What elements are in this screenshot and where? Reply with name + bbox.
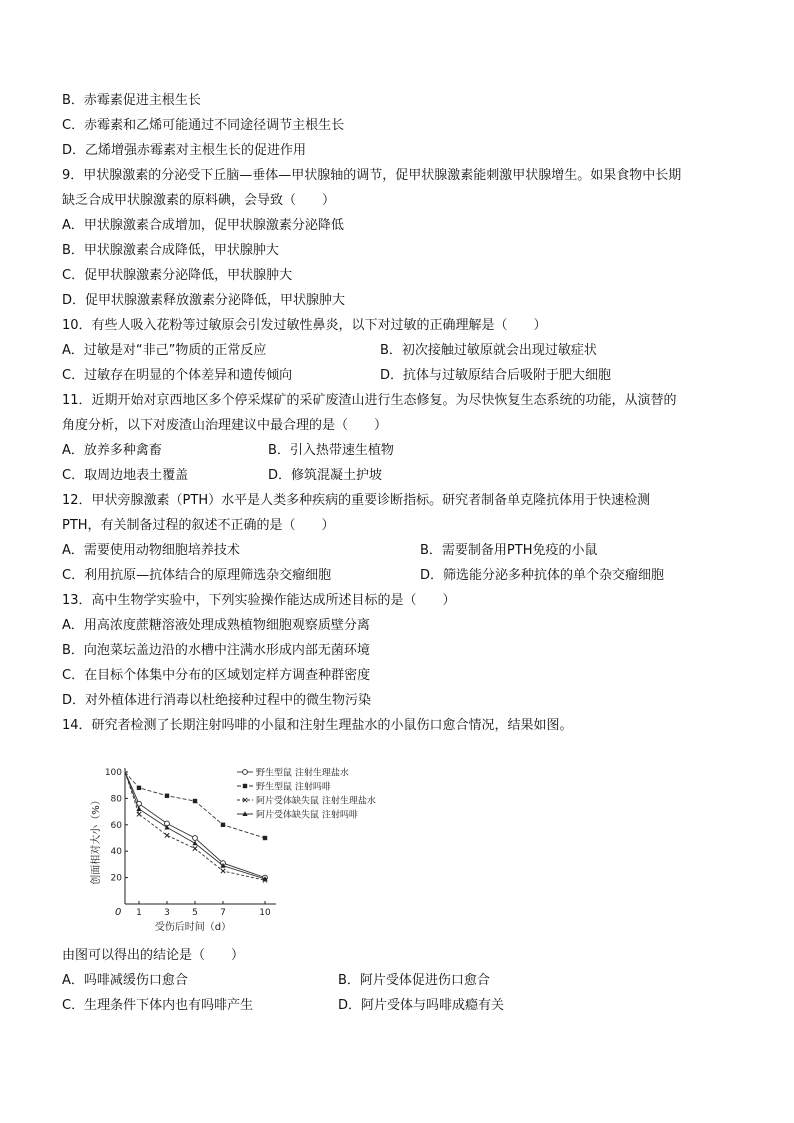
data-point bbox=[192, 840, 197, 845]
q14-stem: 14．研究者检测了长期注射吗啡的小鼠和注射生理盐水的小鼠伤口愈合情况，结果如图。 bbox=[62, 718, 573, 733]
q14-option-a: A．吗啡减缓伤口愈合 bbox=[62, 973, 188, 988]
q8-option-d: D．乙烯增强赤霉素对主根生长的促进作用 bbox=[62, 143, 307, 158]
q12-option-c: C．利用抗原—抗体结合的原理筛选杂交瘤细胞 bbox=[62, 568, 332, 583]
y-tick-label: 80 bbox=[110, 794, 122, 805]
q11-stem-line1: 11．近期开始对京西地区多个停采煤矿的采矿废渣山进行生态修复。为尽快恢复生态系统的功能，从演替的 bbox=[62, 393, 677, 408]
q10-option-d: D．抗体与过敏原结合后吸附于肥大细胞 bbox=[380, 368, 612, 383]
q13-stem: 13．高中生物学实验中，下列实验操作能达成所述目标的是（ ） bbox=[62, 593, 456, 608]
q8-option-c: C．赤霉素和乙烯可能通过不同途径调节主根生长 bbox=[62, 118, 345, 133]
q13-option-c: C．在目标个体集中分布的区域划定样方调查种群密度 bbox=[62, 668, 371, 683]
q12-option-d: D．筛选能分泌多种抗体的单个杂交瘤细胞 bbox=[420, 568, 665, 583]
q9-stem-line2: 缺乏合成甲状腺激素的原料碘，会导致（ ） bbox=[62, 193, 336, 208]
q11-option-b: B．引入热带速生植物 bbox=[268, 443, 394, 458]
q14-prompt: 由图可以得出的结论是（ ） bbox=[62, 948, 245, 963]
legend-label: 野生型鼠 注射吗啡 bbox=[256, 782, 331, 793]
q11-option-a: A．放养多种禽畜 bbox=[62, 443, 162, 458]
q8-option-b: B．赤霉素促进主根生长 bbox=[62, 93, 201, 108]
q14-option-b: B．阿片受体促进伤口愈合 bbox=[338, 973, 490, 988]
legend-label: 阿片受体缺失鼠 注射吗啡 bbox=[256, 810, 358, 821]
y-tick-label: 100 bbox=[104, 768, 122, 778]
data-point bbox=[137, 812, 141, 816]
q9-stem-line1: 9．甲状腺激素的分泌受下丘脑—垂体—甲状腺轴的调节，促甲状腺激素能刺激甲状腺增生。如果食物中长期 bbox=[62, 168, 682, 183]
x-tick-label: 10 bbox=[259, 908, 271, 918]
chart-axes bbox=[125, 768, 276, 904]
chart-series bbox=[125, 772, 268, 882]
data-point bbox=[137, 786, 141, 790]
x-tick-label: 5 bbox=[192, 908, 198, 918]
q10-stem: 10．有些人吸入花粉等过敏原会引发过敏性鼻炎，以下对过敏的正确理解是（ ） bbox=[62, 318, 547, 333]
series-line bbox=[125, 772, 265, 838]
q10-option-b: B．初次接触过敏原就会出现过敏症状 bbox=[380, 343, 597, 358]
q13-option-b: B．向泡菜坛盖边沿的水槽中注满水形成内部无菌环境 bbox=[62, 643, 370, 658]
chart-legend bbox=[237, 767, 376, 821]
q13-option-a: A．用高浓度蔗糖溶液处理成熟植物细胞观察质壁分离 bbox=[62, 618, 370, 633]
y-tick-label: 60 bbox=[110, 820, 122, 831]
data-point bbox=[193, 846, 197, 850]
q11-option-d: D．修筑混凝土护坡 bbox=[268, 468, 383, 483]
x-axis-label: 受伤后时间（d） bbox=[154, 922, 232, 933]
x-tick-label: 7 bbox=[220, 908, 226, 918]
data-point bbox=[193, 799, 197, 803]
data-point bbox=[263, 836, 267, 840]
q9-option-c: C．促甲状腺激素分泌降低，甲状腺肿大 bbox=[62, 268, 293, 283]
x-tick-label: 1 bbox=[136, 908, 142, 918]
data-point bbox=[221, 823, 225, 827]
data-point bbox=[165, 794, 169, 798]
y-axis-label: 创面相对大小（%） bbox=[91, 795, 102, 885]
x-tick-label: 3 bbox=[164, 908, 170, 918]
data-point bbox=[243, 770, 248, 775]
q9-option-a: A．甲状腺激素合成增加，促甲状腺激素分泌降低 bbox=[62, 218, 344, 233]
y-tick-label: 40 bbox=[110, 847, 122, 858]
legend-label: 阿片受体缺失鼠 注射生理盐水 bbox=[256, 796, 376, 807]
q9-option-b: B．甲状腺激素合成降低，甲状腺肿大 bbox=[62, 243, 279, 258]
series-line bbox=[125, 772, 265, 880]
q12-option-b: B．需要制备用PTH免疫的小鼠 bbox=[420, 543, 598, 558]
data-point bbox=[193, 836, 198, 841]
q11-stem-line2: 角度分析，以下对废渣山治理建议中最合理的是（ ） bbox=[62, 418, 388, 433]
q11-option-c: C．取周边地表土覆盖 bbox=[62, 468, 189, 483]
data-point bbox=[243, 784, 247, 788]
q12-stem-line2: PTH，有关制备过程的叙述不正确的是（ ） bbox=[62, 518, 335, 533]
data-point bbox=[165, 833, 169, 837]
origin-label: 0 bbox=[115, 907, 122, 918]
q13-option-d: D．对外植体进行消毒以杜绝接种过程中的微生物污染 bbox=[62, 693, 372, 708]
q14-option-d: D．阿片受体与吗啡成瘾有关 bbox=[338, 998, 505, 1013]
q12-option-a: A．需要使用动物细胞培养技术 bbox=[62, 543, 240, 558]
data-point bbox=[136, 806, 141, 811]
chart-ticks bbox=[105, 768, 271, 918]
q14-option-c: C．生理条件下体内也有吗啡产生 bbox=[62, 998, 254, 1013]
legend-label: 野生型鼠 注射生理盐水 bbox=[256, 768, 349, 779]
q10-option-a: A．过敏是对“非己”物质的正常反应 bbox=[62, 343, 267, 358]
y-tick-label: 20 bbox=[110, 873, 122, 884]
q9-option-d: D．促甲状腺激素释放激素分泌降低，甲状腺肿大 bbox=[62, 293, 346, 308]
wound-healing-chart bbox=[85, 758, 425, 933]
q12-stem-line1: 12．甲状旁腺激素（PTH）水平是人类多种疾病的重要诊断指标。研究者制备单克隆抗体用于快速检测 bbox=[62, 493, 651, 508]
q10-option-c: C．过敏存在明显的个体差异和遗传倾向 bbox=[62, 368, 293, 383]
